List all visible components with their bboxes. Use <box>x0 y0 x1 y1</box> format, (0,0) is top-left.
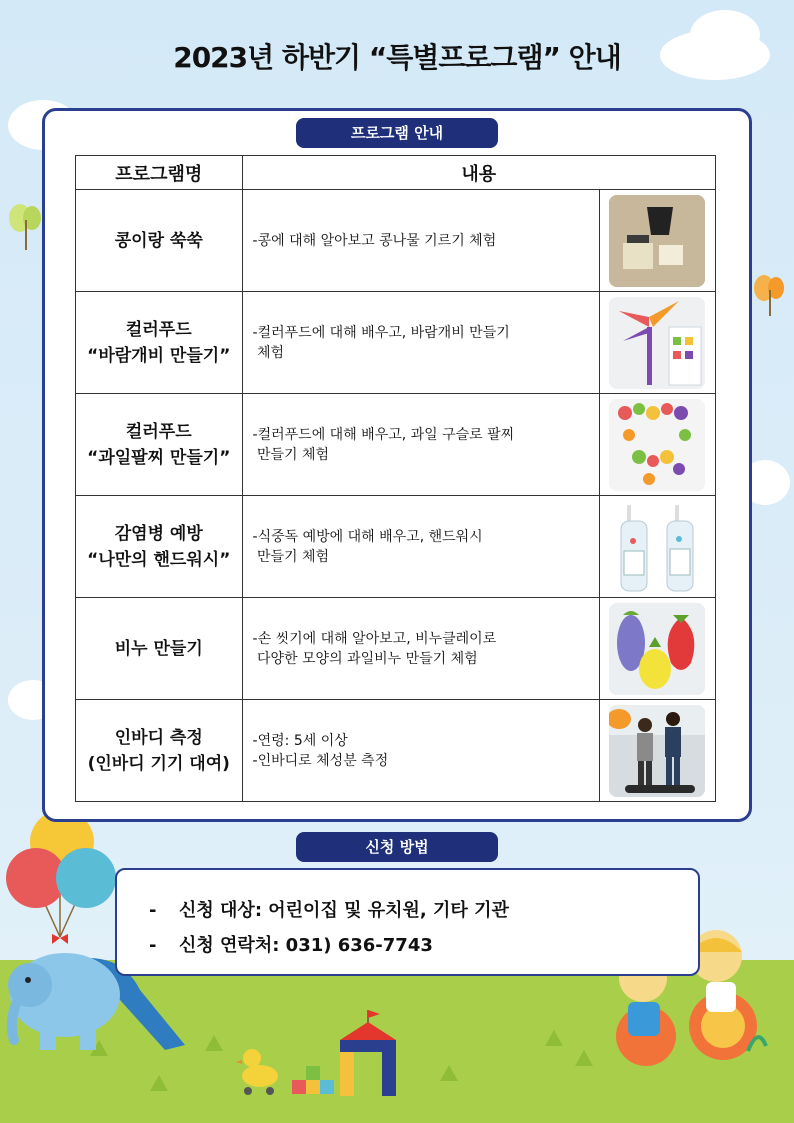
program-name: 콩이랑 쑥쑥 <box>76 190 243 292</box>
handwash-bottles-photo <box>609 501 705 593</box>
toy-duck-icon <box>236 1046 282 1096</box>
bean-kit-photo <box>609 195 705 287</box>
program-name: 비누 만들기 <box>76 598 243 700</box>
butterfly-icon <box>6 200 46 256</box>
program-description: -컬러푸드에 대해 배우고, 바람개비 만들기 체험 <box>242 292 599 394</box>
fruit-soap-photo <box>609 603 705 695</box>
pinwheel-photo <box>609 297 705 389</box>
program-description: -식중독 예방에 대해 배우고, 핸드워시 만들기 체험 <box>242 496 599 598</box>
table-row <box>76 496 716 598</box>
balloons-illustration <box>0 812 130 952</box>
table-row <box>76 394 716 496</box>
page-title: 2023년 하반기 “특별프로그램” 안내 <box>173 41 621 74</box>
program-description: -콩에 대해 알아보고 콩나물 기르기 체험 <box>242 190 599 292</box>
program-name: 컬러푸드 “바람개비 만들기” <box>76 292 243 394</box>
header-content: 내용 <box>242 156 715 190</box>
apply-section-label: 신청 방법 <box>296 832 498 862</box>
program-table <box>75 155 716 802</box>
butterfly-icon <box>752 272 788 320</box>
program-description: -컬러푸드에 대해 배우고, 과일 구슬로 팔찌 만들기 체험 <box>242 394 599 496</box>
apply-box <box>115 868 700 976</box>
apply-target-item: - 신청 대상: 어린이집 및 유치원, 기타 기관 <box>149 900 509 921</box>
fruit-bracelet-photo <box>609 399 705 491</box>
program-name: 감염병 예방 “나만의 핸드워시” <box>76 496 243 598</box>
table-row <box>76 700 716 802</box>
table-row <box>76 598 716 700</box>
table-row <box>76 292 716 394</box>
table-header-row <box>76 156 716 190</box>
program-description: -손 씻기에 대해 알아보고, 비누클레이로 다양한 모양의 과일비누 만들기 체험 <box>242 598 599 700</box>
toy-blocks-icon <box>292 1066 334 1100</box>
program-description: -연령: 5세 이상 -인바디로 체성분 측정 <box>242 700 599 802</box>
program-name: 인바디 측정 (인바디 기기 대여) <box>76 700 243 802</box>
table-row <box>76 190 716 292</box>
program-section-label: 프로그램 안내 <box>296 118 498 148</box>
header-program-name: 프로그램명 <box>76 156 243 190</box>
apply-contact-item: - 신청 연락처: 031) 636-7743 <box>149 935 433 956</box>
block-tower-icon <box>340 1010 396 1096</box>
program-name: 컬러푸드 “과일팔찌 만들기” <box>76 394 243 496</box>
inbody-photo <box>609 705 705 797</box>
